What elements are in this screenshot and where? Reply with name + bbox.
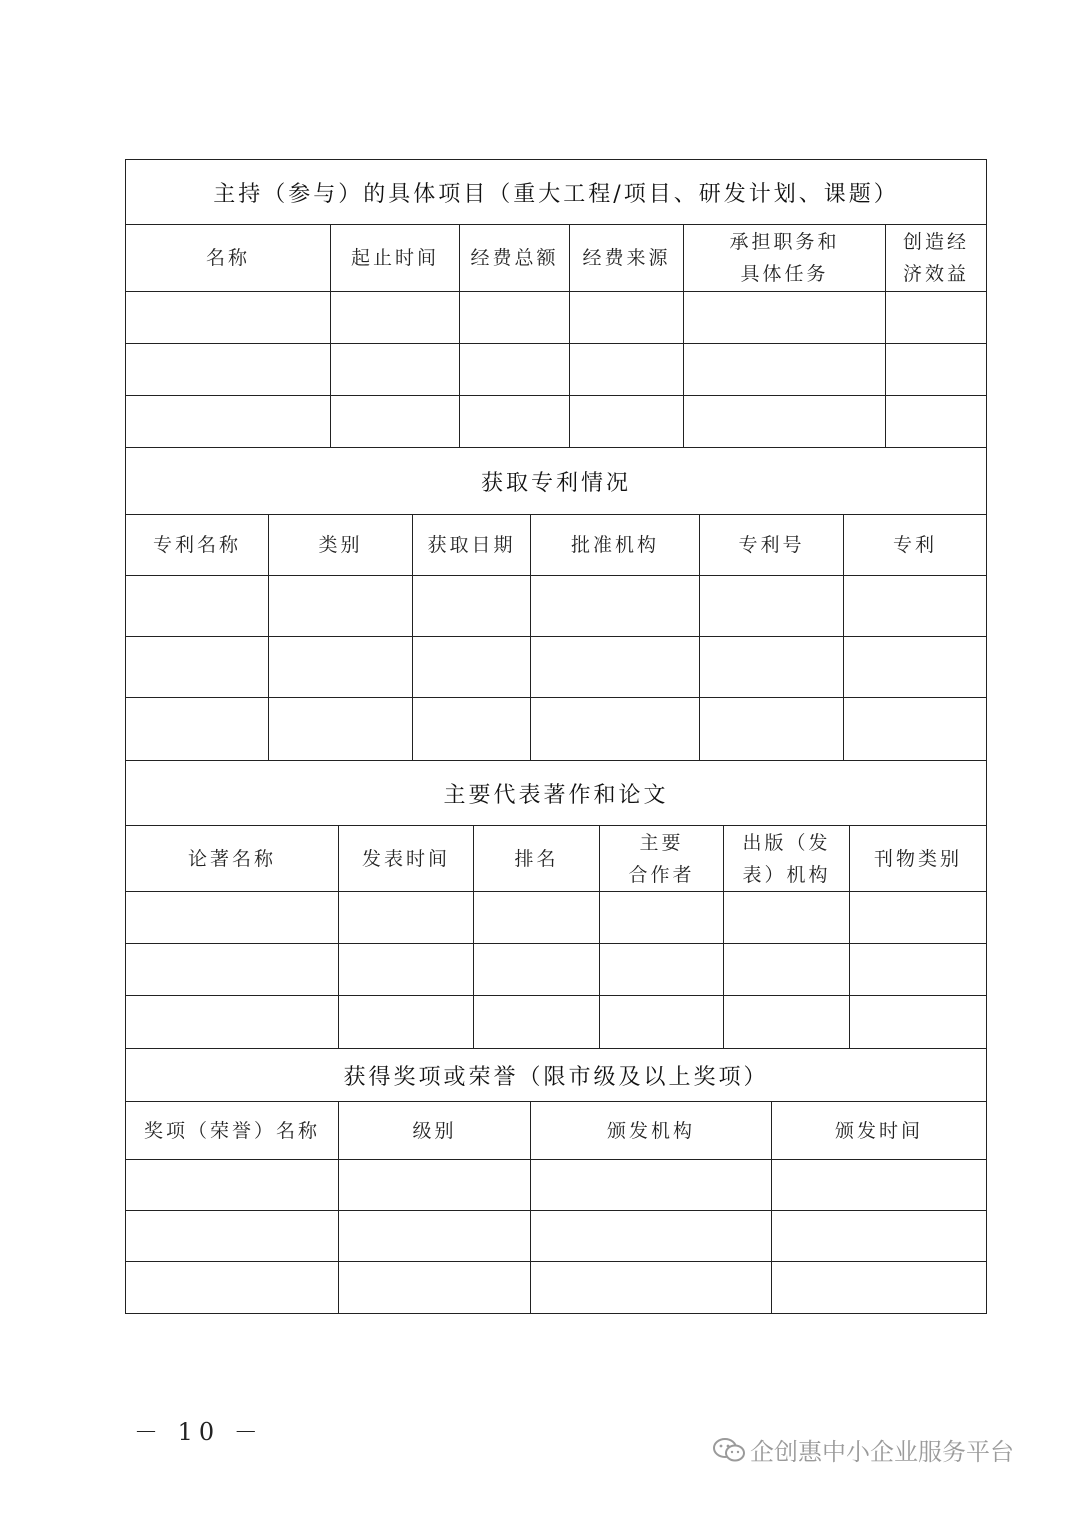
input-cell[interactable]: [474, 892, 600, 943]
input-cell[interactable]: [413, 637, 531, 697]
table-row: [126, 292, 986, 344]
header-role-task: 承担职务和 具体任务: [684, 225, 886, 291]
header-work-title: 论著名称: [126, 826, 339, 891]
header-publish-date: 发表时间: [339, 826, 474, 891]
input-cell[interactable]: [600, 996, 724, 1048]
input-cell[interactable]: [850, 944, 986, 995]
input-cell[interactable]: [886, 344, 986, 395]
input-cell[interactable]: [269, 637, 413, 697]
input-cell[interactable]: [269, 698, 413, 760]
table-row: [126, 344, 986, 396]
input-cell[interactable]: [772, 1160, 986, 1210]
input-cell[interactable]: [126, 576, 269, 636]
input-cell[interactable]: [531, 698, 700, 760]
input-cell[interactable]: [339, 892, 474, 943]
input-cell[interactable]: [844, 698, 986, 760]
header-category: 类别: [269, 515, 413, 575]
page-number: － 10 －: [134, 1418, 264, 1446]
papers-section: [126, 761, 986, 1049]
input-cell[interactable]: [886, 396, 986, 447]
input-cell[interactable]: [684, 396, 886, 447]
input-cell[interactable]: [570, 292, 684, 343]
input-cell[interactable]: [413, 576, 531, 636]
header-total-funding: 经费总额: [460, 225, 570, 291]
input-cell[interactable]: [339, 1262, 531, 1313]
input-cell[interactable]: [331, 344, 460, 395]
table-row: [126, 996, 986, 1048]
patents-section: [126, 448, 986, 761]
input-cell[interactable]: [126, 344, 331, 395]
watermark-text: 企创惠中小企业服务平台: [750, 1438, 1014, 1466]
input-cell[interactable]: [339, 1160, 531, 1210]
papers-header-row: [126, 826, 986, 892]
header-funding-source: 经费来源: [570, 225, 684, 291]
input-cell[interactable]: [339, 1211, 531, 1261]
header-publisher: 出版（发 表）机构: [724, 826, 850, 891]
header-obtained-date: 获取日期: [413, 515, 531, 575]
awards-header-row: [126, 1102, 986, 1160]
input-cell[interactable]: [126, 996, 339, 1048]
input-cell[interactable]: [600, 944, 724, 995]
input-cell[interactable]: [850, 892, 986, 943]
header-level: 级别: [339, 1102, 531, 1159]
header-collaborators: 主要 合作者: [600, 826, 724, 891]
input-cell[interactable]: [126, 944, 339, 995]
input-cell[interactable]: [600, 892, 724, 943]
input-cell[interactable]: [772, 1262, 986, 1313]
input-cell[interactable]: [850, 996, 986, 1048]
header-period: 起止时间: [331, 225, 460, 291]
awards-section: [126, 1049, 986, 1313]
header-patent: 专利: [892, 534, 937, 556]
table-row: [126, 1262, 986, 1313]
input-cell[interactable]: [570, 344, 684, 395]
input-cell[interactable]: [700, 576, 844, 636]
header-award-name: 奖项（荣誉）名称: [126, 1102, 339, 1159]
input-cell[interactable]: [531, 1211, 772, 1261]
header-economic-benefit: 创造经 济效益: [902, 231, 969, 285]
input-cell[interactable]: [126, 698, 269, 760]
table-row: [126, 892, 986, 944]
input-cell[interactable]: [126, 1160, 339, 1210]
header-journal-category: 刊物类别: [873, 847, 962, 870]
input-cell[interactable]: [413, 698, 531, 760]
input-cell[interactable]: [126, 1211, 339, 1261]
input-cell[interactable]: [126, 1262, 339, 1313]
input-cell[interactable]: [339, 996, 474, 1048]
input-cell[interactable]: [531, 637, 700, 697]
projects-section: [126, 160, 986, 448]
input-cell[interactable]: [886, 292, 986, 343]
awards-title: 获得奖项或荣誉（限市级及以上奖项）: [126, 1049, 986, 1102]
input-cell[interactable]: [269, 576, 413, 636]
table-row: [126, 1160, 986, 1211]
input-cell[interactable]: [844, 576, 986, 636]
input-cell[interactable]: [724, 996, 850, 1048]
header-approving-authority: 批准机构: [531, 515, 700, 575]
table-row: [126, 1211, 986, 1262]
input-cell[interactable]: [772, 1211, 986, 1261]
input-cell[interactable]: [460, 396, 570, 447]
header-issuing-authority: 颁发机构: [531, 1102, 772, 1159]
input-cell[interactable]: [844, 637, 986, 697]
application-form-table: [125, 159, 987, 1314]
input-cell[interactable]: [474, 944, 600, 995]
input-cell[interactable]: [684, 292, 886, 343]
patents-header-row: [126, 515, 986, 576]
header-rank: 排名: [474, 826, 600, 891]
input-cell[interactable]: [460, 344, 570, 395]
input-cell[interactable]: [724, 892, 850, 943]
wechat-icon: [712, 1437, 746, 1463]
table-row: [126, 637, 986, 698]
input-cell[interactable]: [126, 396, 331, 447]
patents-title: 获取专利情况: [126, 448, 986, 515]
header-name: 名称: [126, 225, 331, 291]
input-cell[interactable]: [126, 637, 269, 697]
input-cell[interactable]: [531, 1160, 772, 1210]
table-row: [126, 576, 986, 637]
input-cell[interactable]: [570, 396, 684, 447]
input-cell[interactable]: [474, 996, 600, 1048]
table-row: [126, 944, 986, 996]
watermark: [712, 1432, 1014, 1467]
header-patent-number: 专利号: [700, 515, 844, 575]
input-cell[interactable]: [460, 292, 570, 343]
input-cell[interactable]: [339, 944, 474, 995]
table-row: [126, 396, 986, 447]
input-cell[interactable]: [126, 292, 331, 343]
input-cell[interactable]: [724, 944, 850, 995]
projects-title: 主持（参与）的具体项目（重大工程/项目、研发计划、课题）: [126, 160, 986, 225]
input-cell[interactable]: [126, 892, 339, 943]
header-patent-name: 专利名称: [126, 515, 269, 575]
input-cell[interactable]: [331, 396, 460, 447]
input-cell[interactable]: [684, 344, 886, 395]
projects-header-row: [126, 225, 986, 292]
input-cell[interactable]: [700, 637, 844, 697]
header-issue-date: 颁发时间: [834, 1119, 923, 1142]
table-row: [126, 698, 986, 760]
input-cell[interactable]: [700, 698, 844, 760]
input-cell[interactable]: [531, 1262, 772, 1313]
input-cell[interactable]: [531, 576, 700, 636]
papers-title: 主要代表著作和论文: [126, 761, 986, 826]
input-cell[interactable]: [331, 292, 460, 343]
